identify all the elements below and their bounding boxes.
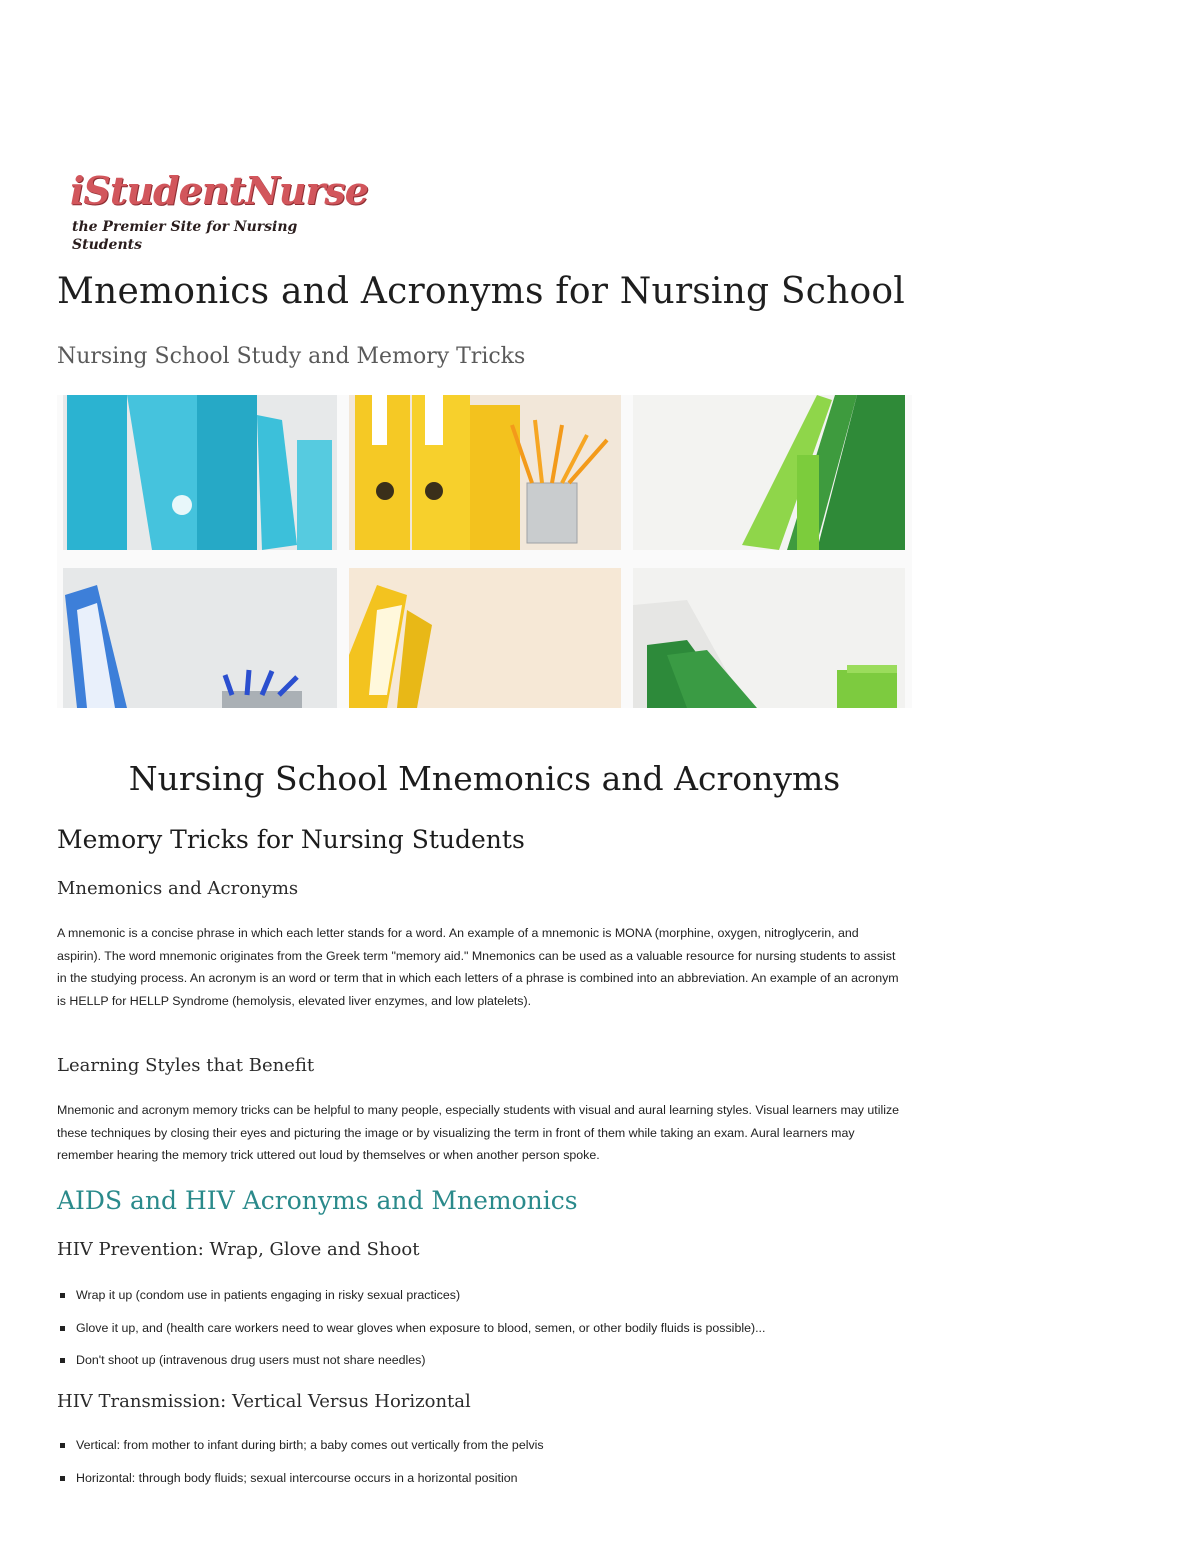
bullet-icon <box>60 1293 65 1298</box>
list-item-text: Don't shoot up (intravenous drug users must not share needles) <box>76 1353 426 1367</box>
list-item <box>57 1429 544 1462</box>
hiv-prevention-heading: HIV Prevention: Wrap, Glove and Shoot <box>57 1239 420 1260</box>
aids-hiv-heading: AIDS and HIV Acronyms and Mnemonics <box>57 1186 578 1215</box>
list-item <box>57 1312 765 1345</box>
hiv-transmission-list <box>57 1429 544 1494</box>
article-heading: Nursing School Mnemonics and Acronyms <box>128 759 841 798</box>
logo-tagline: the Premier Site for Nursing Students <box>72 219 298 253</box>
list-item-text: Glove it up, and (health care workers need to wear gloves when exposure to blood, semen, or other bodily fluids is possible)... <box>76 1320 766 1335</box>
hiv-prevention-list <box>57 1279 765 1377</box>
site-logo[interactable] <box>70 168 370 253</box>
yellow-binders <box>355 395 520 550</box>
list-item-text: Vertical: from mother to infant during birth; a baby comes out vertically from the pelvis <box>76 1438 544 1452</box>
list-item-text: Wrap it up (condom use in patients engaging in risky sexual practices) <box>76 1288 461 1302</box>
bullet-icon <box>60 1358 65 1363</box>
list-item <box>57 1344 765 1377</box>
list-item-text: Horizontal: through body fluids; sexual intercourse occurs in a horizontal position <box>76 1470 518 1485</box>
page-title: Mnemonics and Acronyms for Nursing School <box>57 271 905 312</box>
page-subtitle: Nursing School Study and Memory Tricks <box>57 344 526 369</box>
list-item <box>57 1462 544 1495</box>
bullet-icon <box>60 1443 65 1448</box>
section-heading: Memory Tricks for Nursing Students <box>57 825 525 854</box>
learning-styles-heading: Learning Styles that Benefit <box>57 1055 315 1076</box>
mnemonics-paragraph: A mnemonic is a concise phrase in which each letter stands for a word. An example of a mnemonic is MONA (morphine, oxygen, nitroglycerin, and aspirin). The word mnemonic originates from the Greek term "memory aid." Mnemonics can be used as a valuable resource for nursing students to assist in the studying process. An acronym is an word or term that in which each letters of a phrase is combined into an abbreviation. An example of an acronym is HELLP for HELLP Syndrome (hemolysis, elevated liver enzymes, and low platelets). <box>57 926 899 1008</box>
learning-styles-paragraph: Mnemonic and acronym memory tricks can be helpful to many people, especially students with visual and aural learning styles. Visual learners may utilize these techniques by closing their eyes and picturing the image or by visualizing the term in front of them while taking an exam. Aural learners may remember hearing the memory trick uttered out loud by themselves or when another person spoke. <box>57 1103 900 1162</box>
list-item <box>57 1279 765 1312</box>
logo-wordmark: iStudentNurse <box>70 168 368 213</box>
bullet-icon <box>60 1326 65 1331</box>
hero-image <box>57 395 912 708</box>
bullet-icon <box>60 1476 65 1481</box>
mnemonics-heading: Mnemonics and Acronyms <box>57 878 299 899</box>
hiv-transmission-heading: HIV Transmission: Vertical Versus Horizontal <box>57 1391 471 1412</box>
